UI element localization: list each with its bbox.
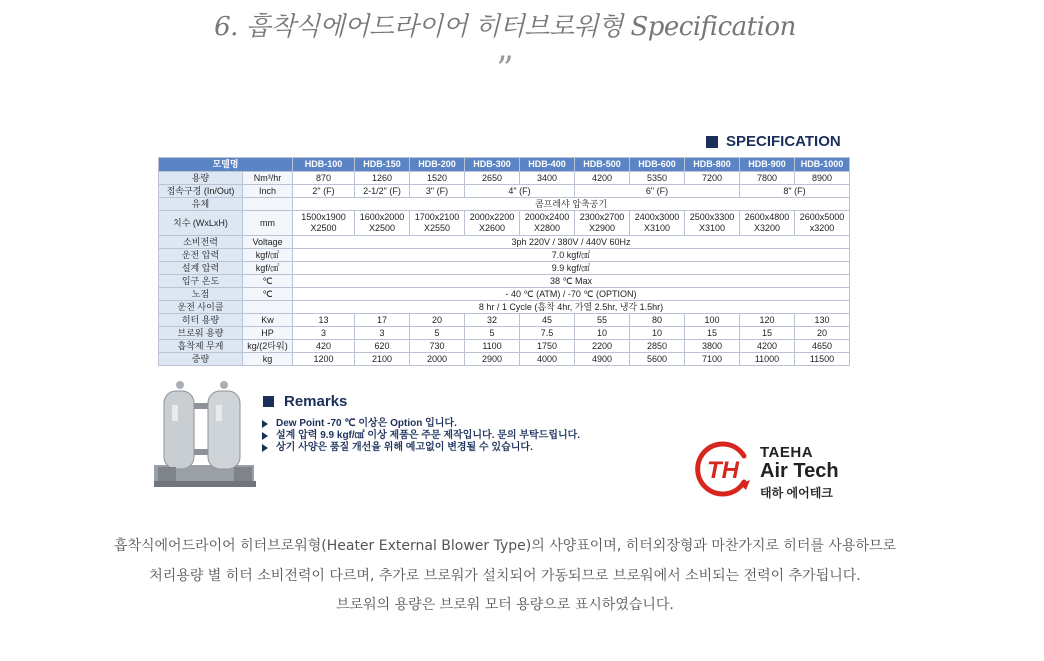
air-dryer-machine-image — [150, 377, 260, 497]
table-row — [159, 185, 850, 198]
table-cell: 3ph 220V / 380V / 440V 60Hz — [293, 236, 850, 249]
header-model: HDB-400 — [520, 158, 575, 172]
table-cell: 3800 — [685, 340, 740, 353]
table-cell: 9.9 kgf/㎠ — [293, 262, 850, 275]
table-cell: 5350 — [630, 172, 685, 185]
row-unit: mm — [243, 211, 293, 236]
header-model: HDB-800 — [685, 158, 740, 172]
remarks-heading — [263, 393, 347, 410]
table-row — [159, 353, 850, 366]
row-unit: ℃ — [243, 275, 293, 288]
page-title: 6. 흡착식에어드라이어 히터브로워형 Specification — [214, 12, 796, 42]
table-row — [159, 236, 850, 249]
remarks-heading-text: Remarks — [284, 393, 348, 410]
table-header-row — [159, 158, 850, 172]
row-label: 노점 — [159, 288, 243, 301]
header-model: HDB-300 — [465, 158, 520, 172]
row-label: 유체 — [159, 198, 243, 211]
row-label: 설계 압력 — [159, 262, 243, 275]
row-label: 브로워 용량 — [159, 327, 243, 340]
row-unit: Inch — [243, 185, 293, 198]
table-cell: 55 — [575, 314, 630, 327]
table-cell: 11000 — [740, 353, 795, 366]
table-cell: 3" (F) — [410, 185, 465, 198]
table-cell: 420 — [293, 340, 355, 353]
table-cell: 8" (F) — [740, 185, 850, 198]
table-cell: 6" (F) — [575, 185, 740, 198]
logo-name-line1: TAEHA — [760, 444, 814, 461]
table-cell: 20 — [410, 314, 465, 327]
header-model: HDB-150 — [355, 158, 410, 172]
table-cell: 2000x2200 X2600 — [465, 211, 520, 236]
table-cell: 11500 — [795, 353, 850, 366]
table-cell: 3400 — [520, 172, 575, 185]
table-cell: 32 — [465, 314, 520, 327]
taeha-logo-mark-icon — [694, 440, 752, 498]
row-unit: Nm³/hr — [243, 172, 293, 185]
row-label: 운전 사이클 — [159, 301, 243, 314]
table-cell: 1750 — [520, 340, 575, 353]
table-cell: 3 — [293, 327, 355, 340]
quote-mark: ” — [496, 49, 514, 89]
table-cell: 2300x2700 X2900 — [575, 211, 630, 236]
table-cell: 콤프레샤 압축공기 — [293, 198, 850, 211]
logo-mark-text: TH — [707, 457, 739, 484]
table-cell: 8900 — [795, 172, 850, 185]
row-label: 입구 온도 — [159, 275, 243, 288]
table-cell: 2900 — [465, 353, 520, 366]
table-row — [159, 327, 850, 340]
table-cell: 7.5 — [520, 327, 575, 340]
table-cell: 100 — [685, 314, 740, 327]
table-row — [159, 314, 850, 327]
table-cell: 5 — [410, 327, 465, 340]
table-cell: 1500x1900 X2500 — [293, 211, 355, 236]
table-cell: 1100 — [465, 340, 520, 353]
description-line: 흡착식에어드라이어 히터브로워형(Heater External Blower Type)의 사양표이며, 히터외장형과 마찬가지로 히터를 사용하므로 — [113, 538, 897, 554]
list-item — [262, 442, 580, 454]
table-cell: 2200 — [575, 340, 630, 353]
table-cell: 15 — [740, 327, 795, 340]
table-cell: 730 — [410, 340, 465, 353]
table-row — [159, 275, 850, 288]
table-cell: 4000 — [520, 353, 575, 366]
row-label: 히터 용량 — [159, 314, 243, 327]
logo-name-line2: Air Tech — [760, 460, 839, 482]
table-cell: 130 — [795, 314, 850, 327]
table-cell: 1200 — [293, 353, 355, 366]
table-cell: 10 — [575, 327, 630, 340]
row-unit: Voltage — [243, 236, 293, 249]
table-row — [159, 198, 850, 211]
specification-heading — [706, 133, 841, 150]
table-cell: 2850 — [630, 340, 685, 353]
row-unit: Kw — [243, 314, 293, 327]
row-label: 소비전력 — [159, 236, 243, 249]
table-row — [159, 249, 850, 262]
row-label: 접속구경 (In/Out) — [159, 185, 243, 198]
header-model: HDB-100 — [293, 158, 355, 172]
header-model-name: 모델명 — [159, 158, 293, 172]
table-cell: 2600x5000 x3200 — [795, 211, 850, 236]
table-cell: 2000 — [410, 353, 465, 366]
table-cell: 4200 — [740, 340, 795, 353]
description-line: 브로워의 용량은 브로워 모터 용량으로 표시하였습니다. — [336, 597, 674, 613]
table-cell: 2600x4800 X3200 — [740, 211, 795, 236]
triangle-bullet-icon — [262, 432, 268, 440]
table-cell: 1260 — [355, 172, 410, 185]
table-row — [159, 301, 850, 314]
remark-text: Dew Point -70 ℃ 이상은 Option 입니다. — [276, 418, 457, 429]
table-cell: 7200 — [685, 172, 740, 185]
row-unit: kgf/㎠ — [243, 249, 293, 262]
specification-table — [158, 157, 850, 366]
table-cell: 2100 — [355, 353, 410, 366]
table-cell: 15 — [685, 327, 740, 340]
table-cell: 620 — [355, 340, 410, 353]
table-cell: 5 — [465, 327, 520, 340]
row-label: 흡착제 무게 — [159, 340, 243, 353]
row-unit: kgf/㎠ — [243, 262, 293, 275]
table-cell: 7800 — [740, 172, 795, 185]
table-cell: 2-1/2" (F) — [355, 185, 410, 198]
triangle-bullet-icon — [262, 420, 268, 428]
table-cell: 8 hr / 1 Cycle (흡착 4hr, 가열 2.5hr, 냉각 1.5hr) — [293, 301, 850, 314]
table-cell: 45 — [520, 314, 575, 327]
table-cell: 3 — [355, 327, 410, 340]
table-cell: 870 — [293, 172, 355, 185]
table-cell: 7.0 kgf/㎠ — [293, 249, 850, 262]
table-row — [159, 172, 850, 185]
company-logo — [694, 438, 854, 502]
header-model: HDB-200 — [410, 158, 465, 172]
table-cell: 120 — [740, 314, 795, 327]
header-model: HDB-600 — [630, 158, 685, 172]
table-cell: 80 — [630, 314, 685, 327]
logo-name-line3: 태하 에어테크 — [760, 486, 833, 500]
table-cell: 2500x3300 X3100 — [685, 211, 740, 236]
remarks-list — [262, 418, 580, 454]
table-cell: 17 — [355, 314, 410, 327]
table-cell: 10 — [630, 327, 685, 340]
table-cell: 1520 — [410, 172, 465, 185]
header-model: HDB-900 — [740, 158, 795, 172]
table-cell: 5600 — [630, 353, 685, 366]
table-cell: 20 — [795, 327, 850, 340]
table-row — [159, 340, 850, 353]
table-cell: 1700x2100 X2550 — [410, 211, 465, 236]
remark-text: 설계 압력 9.9 kgf/㎠ 이상 제품은 주문 제작입니다. 문의 부탁드립니다. — [276, 430, 581, 441]
row-label: 운전 압력 — [159, 249, 243, 262]
list-item — [262, 418, 580, 430]
table-cell: 2" (F) — [293, 185, 355, 198]
row-unit — [243, 301, 293, 314]
table-cell: 38 ℃ Max — [293, 275, 850, 288]
table-cell: 2650 — [465, 172, 520, 185]
remark-text: 상기 사양은 품질 개선을 위해 예고없이 변경될 수 있습니다. — [276, 442, 533, 453]
list-item — [262, 430, 580, 442]
row-unit: HP — [243, 327, 293, 340]
row-unit — [243, 198, 293, 211]
row-label: 용량 — [159, 172, 243, 185]
header-model: HDB-1000 — [795, 158, 850, 172]
row-label: 중량 — [159, 353, 243, 366]
table-cell: 7100 — [685, 353, 740, 366]
description-line: 처리용량 별 히터 소비전력이 다르며, 추가로 브로워가 설치되어 가동되므로 브로워에서 소비되는 전력이 추가됩니다. — [149, 568, 861, 584]
triangle-bullet-icon — [262, 444, 268, 452]
row-label: 치수 (WxLxH) — [159, 211, 243, 236]
row-unit: kg — [243, 353, 293, 366]
table-cell: 2000x2400 X2800 — [520, 211, 575, 236]
square-bullet-icon — [263, 396, 274, 407]
table-row — [159, 288, 850, 301]
table-cell: 4" (F) — [465, 185, 575, 198]
row-unit: kg/(2타워) — [243, 340, 293, 353]
table-cell: 4650 — [795, 340, 850, 353]
table-cell: 2400x3000 X3100 — [630, 211, 685, 236]
table-cell: 13 — [293, 314, 355, 327]
square-bullet-icon — [706, 136, 718, 148]
header-model: HDB-500 — [575, 158, 630, 172]
table-cell: - 40 ℃ (ATM) / -70 ℃ (OPTION) — [293, 288, 850, 301]
specification-heading-text: SPECIFICATION — [726, 133, 841, 150]
table-row — [159, 211, 850, 236]
table-row — [159, 262, 850, 275]
table-cell: 4900 — [575, 353, 630, 366]
table-cell: 1600x2000 X2500 — [355, 211, 410, 236]
row-unit: ℃ — [243, 288, 293, 301]
table-cell: 4200 — [575, 172, 630, 185]
